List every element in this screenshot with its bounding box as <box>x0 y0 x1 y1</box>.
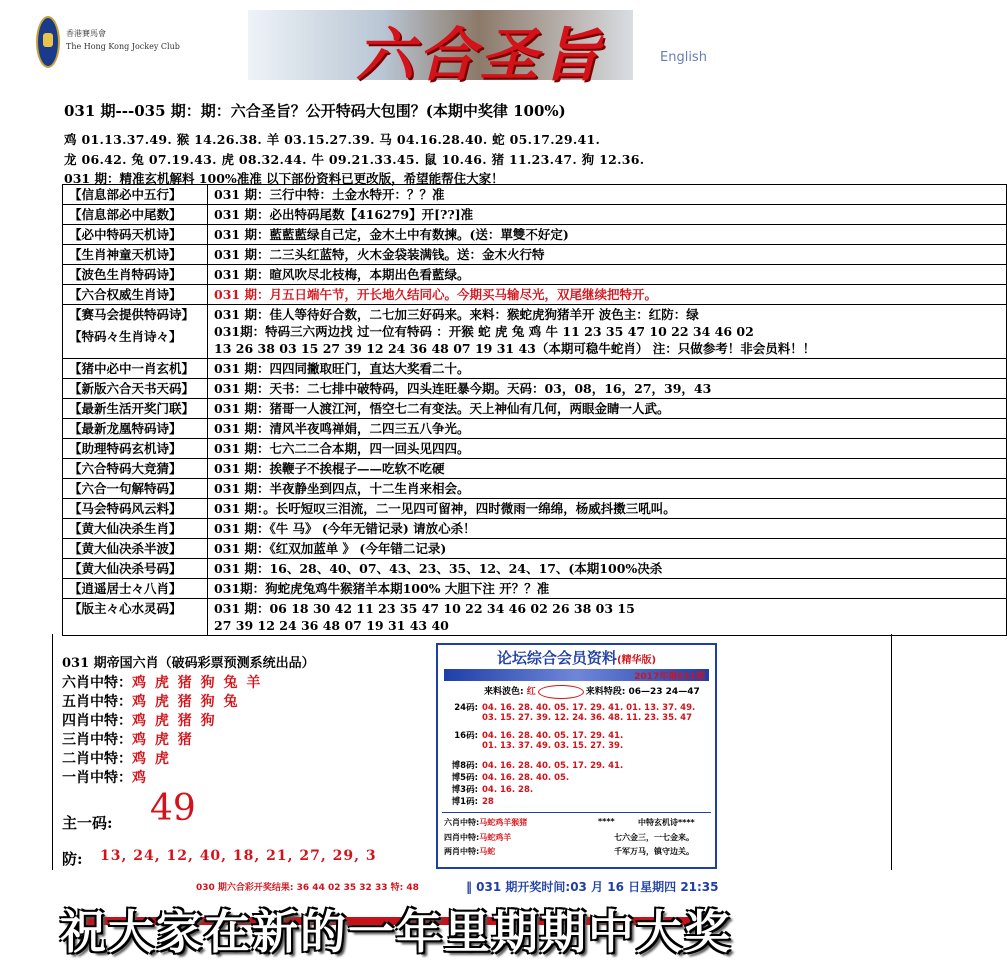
row-content-line: 031 期：清风半夜鸣禅娟，二四三五八争光。 <box>214 421 470 436</box>
defense-label: 防: <box>62 850 83 868</box>
row-content-cell <box>208 379 1007 399</box>
row-content-line: 031期：狗蛇虎兔鸡牛猴猪羊本期100% 大胆下注 开？？准 <box>214 581 550 596</box>
row-label: 【黄大仙决杀半波】 <box>69 541 182 556</box>
table-row <box>63 285 1007 305</box>
table-row <box>63 379 1007 399</box>
table-row <box>63 459 1007 479</box>
row-content-cell <box>208 285 1007 305</box>
row-content-line: 031 期：06 18 30 42 11 23 35 47 10 22 34 46 02 26 38 03 15 <box>214 601 635 616</box>
dynasty-row <box>62 748 171 768</box>
table-row <box>63 205 1007 225</box>
row-label-cell <box>63 185 208 205</box>
row-content-line: 031 期：《红双加蓝单 》 (今年错二记录) <box>214 541 447 556</box>
main-number-label: 主一码: <box>62 814 113 832</box>
forum-member-card[interactable] <box>436 643 717 869</box>
card-line-value: 01. 13. 37. 49. 03. 15. 27. 39. <box>482 741 624 751</box>
table-row <box>63 499 1007 519</box>
row-label: 【赛马会提供特码诗】 <box>69 307 195 322</box>
page-headline: 031 期---035 期：期：六合圣旨？公开特码大包围？(本期中奖律 100%) <box>64 102 566 120</box>
row-content-cell <box>208 459 1007 479</box>
dynasty-row <box>62 729 194 749</box>
row-label: 【六合特码大竞猜】 <box>69 461 182 476</box>
card-color-label: 来料波色: <box>484 687 527 697</box>
row-content-cell <box>208 419 1007 439</box>
row-label-cell <box>63 539 208 559</box>
dynasty-row-label: 五肖中特： <box>62 694 132 710</box>
row-label-cell <box>63 285 208 305</box>
card-line-value: 28 <box>482 797 494 807</box>
row-label-cell <box>63 359 208 379</box>
row-content-cell <box>208 399 1007 419</box>
row-label-cell <box>63 399 208 419</box>
zodiac-numbers-line-1: 鸡 01.13.37.49. 猴 14.26.38. 羊 03.15.27.39. 马 04.16.28.40. 蛇 05.17.29.41. <box>64 132 601 147</box>
row-label: 【猪中必中一肖玄机】 <box>69 361 195 376</box>
card-four-line <box>444 832 511 843</box>
last-draw-result: 030 期六合彩开奖结果: 36 44 02 35 32 33 特: 48 <box>196 883 419 893</box>
dynasty-row-value: 鸡 虎 猪 狗 兔 羊 <box>132 675 263 691</box>
row-label-cell <box>63 479 208 499</box>
row-label: 【波色生肖特码诗】 <box>69 267 182 282</box>
dynasty-row-value: 鸡 虎 猪 狗 <box>132 713 217 729</box>
row-label-cell <box>63 205 208 225</box>
card-separator <box>442 812 711 813</box>
intro-text: 031 期：精准玄机解料 100%准准 以下部份资料已更改版，希望能帮住大家！ <box>64 171 504 186</box>
row-label-cell <box>63 245 208 265</box>
card-color-red: 红 <box>526 687 536 697</box>
row-content-line: 031 期：天书：二七排中破特码，四头连旺暴今期。天码：03，08，16，27，39，43 <box>214 381 712 396</box>
row-content-cell <box>208 559 1007 579</box>
row-content-line: 031 期：四四同撇取旺门，直达大奖看二十。 <box>214 361 470 376</box>
row-content-cell <box>208 519 1007 539</box>
dynasty-row-value: 鸡 <box>132 770 148 786</box>
english-link[interactable]: English <box>660 50 707 65</box>
row-label: 【生肖神童天机诗】 <box>69 247 182 262</box>
dynasty-row <box>62 672 262 692</box>
card-stars: **** <box>598 817 615 826</box>
row-content-line: 031 期：暄风吹尽北枝梅，本期出色看藍绿。 <box>214 267 470 282</box>
table-row <box>63 599 1007 636</box>
card-number-line <box>448 759 623 771</box>
card-two-line <box>444 846 495 857</box>
table-row <box>63 225 1007 245</box>
table-row <box>63 579 1007 599</box>
card-line-value: 04. 16. 28. 40. 05. 17. 29. 41. <box>482 761 624 771</box>
card-two-value: 马蛇 <box>479 847 496 856</box>
row-label-cell <box>63 379 208 399</box>
card-number-line <box>448 783 533 795</box>
row-label-cell <box>63 459 208 479</box>
row-label-cell <box>63 499 208 519</box>
row-content-line: 031 期：必出特码尾数【416279】开[??]准 <box>214 207 474 222</box>
row-label: 【最新生活开奖门联】 <box>69 401 195 416</box>
row-content-line: 031 期：佳人等待好合数，二七加三好码来。来料：猴蛇虎狗猪羊开 波色主：红防：绿 <box>214 307 699 322</box>
card-six-value: 马蛇鸡羊猴猪 <box>479 818 528 827</box>
table-row <box>63 479 1007 499</box>
card-number-line <box>448 741 623 751</box>
dynasty-row-value: 鸡 虎 猪 <box>132 732 194 748</box>
card-subtitle: (精华版) <box>616 655 657 666</box>
banner-title: 六合圣旨 <box>355 21 604 89</box>
row-label: 【逍遥居士々八肖】 <box>69 581 182 596</box>
table-row <box>63 559 1007 579</box>
dynasty-row-label: 三肖中特： <box>62 732 132 748</box>
row-content-cell <box>208 225 1007 245</box>
logo-english-text: The Hong Kong Jockey Club <box>66 42 180 51</box>
card-line-key: 16码: <box>454 731 478 741</box>
row-content-line: 031 期：二三头红蓝特，火木金袋装满钱。送：金木火行特 <box>214 247 545 262</box>
row-label: 【信息部必中尾数】 <box>69 207 182 222</box>
row-label: 【最新龙凰特码诗】 <box>69 421 182 436</box>
card-special-title: 中特玄机诗**** <box>638 818 695 827</box>
table-row <box>63 399 1007 419</box>
jockey-club-emblem-icon <box>36 16 60 68</box>
row-content-cell <box>208 185 1007 205</box>
row-content-line: 031 期：。长吁短叹三泪流，二一见四可留神，四时微雨一绵绵，杨威抖擞三吼叫。 <box>214 501 676 516</box>
dynasty-row-label: 六肖中特： <box>62 675 132 691</box>
card-line-value: 04. 16. 28. <box>482 785 534 795</box>
prediction-table <box>62 184 1007 636</box>
table-row <box>63 539 1007 559</box>
row-content-cell <box>208 479 1007 499</box>
row-label-cell <box>63 579 208 599</box>
card-line-key: 博8码: <box>451 761 478 771</box>
row-content-cell <box>208 205 1007 225</box>
zodiac-numbers-line-2: 龙 06.42. 兔 07.19.43. 虎 08.32.44. 牛 09.21.33.45. 鼠 10.46. 猪 11.23.47. 狗 12.36. <box>64 152 645 167</box>
draw-time: ‖ 031 期开奖时间:03 月 16 日星期四 21:35 <box>466 880 719 894</box>
card-line-value: 04. 16. 28. 40. 05. 17. 29. 41. 01. 13. 37. 49. <box>482 703 696 713</box>
row-content-cell <box>208 539 1007 559</box>
row-label-cell <box>63 559 208 579</box>
row-label: 【信息部必中五行】 <box>69 187 182 202</box>
row-label-cell <box>63 439 208 459</box>
right-divider <box>891 634 892 870</box>
row-label: 【马会特码风云料】 <box>69 501 182 516</box>
row-content-line: 031 期：藍藍藍绿自己定，金木土中有数揀。(送：單雙不好定) <box>214 227 569 242</box>
row-label-cell <box>63 265 208 285</box>
main-number-value: 49 <box>150 788 196 829</box>
dynasty-six-title: 031 期帝国六肖（破码彩票预测系统出品） <box>62 656 315 671</box>
row-label: 【黄大仙决杀号码】 <box>69 561 182 576</box>
dynasty-row-label: 二肖中特： <box>62 751 132 767</box>
table-row <box>63 245 1007 265</box>
card-number-line <box>448 713 692 723</box>
row-label: 【黄大仙决杀生肖】 <box>69 521 182 536</box>
row-content-line: 031 期：《牛 马》 (今年无错记录) 请放心杀！ <box>214 521 476 536</box>
card-period: 2017年第031期 <box>634 672 705 682</box>
table-row <box>63 185 1007 205</box>
card-line-key: 博5码: <box>451 773 478 783</box>
card-six-line <box>444 817 527 828</box>
row-label: 【版主々心水灵码】 <box>69 601 182 616</box>
table-row <box>63 359 1007 379</box>
defense-numbers: 13, 24, 12, 40, 18, 21, 27, 29, 3 <box>100 848 377 864</box>
dynasty-row-label: 四肖中特： <box>62 713 132 729</box>
blessing-banner: 祝大家在新的一年里期期中大奖 <box>60 905 732 959</box>
row-label-cell <box>63 519 208 539</box>
row-content-line: 031 期：半夜静坐到四点，十二生肖来相会。 <box>214 481 470 496</box>
card-line-value: 03. 15. 27. 39. 12. 24. 36. 48. 11. 23. 35. 47 <box>482 713 693 723</box>
row-content-cell <box>208 265 1007 285</box>
dynasty-row-value: 鸡 虎 <box>132 751 171 767</box>
dynasty-row <box>62 710 217 730</box>
card-number-line <box>448 795 494 807</box>
card-four-value: 马蛇鸡羊 <box>479 833 512 842</box>
row-label: 【必中特码天机诗】 <box>69 227 182 242</box>
logo-chinese-text: 香港賽馬會 <box>66 29 106 38</box>
card-line-key: 24码: <box>454 703 478 713</box>
card-line-key: 博3码: <box>451 785 478 795</box>
row-label: 【六合权威生肖诗】 <box>69 287 182 302</box>
row-content-cell <box>208 599 1007 636</box>
table-row <box>63 265 1007 285</box>
card-line-value: 04. 16. 28. 40. 05. 17. 29. 41. <box>482 731 624 741</box>
row-label-cell <box>63 419 208 439</box>
card-number-line <box>448 729 623 741</box>
dynasty-row <box>62 767 148 787</box>
card-line-key: 博1码: <box>451 797 478 807</box>
row-content-line: 031 期：七六二二合本期，四一回头见四四。 <box>214 441 470 456</box>
row-content-cell <box>208 359 1007 379</box>
row-content-cell <box>208 499 1007 519</box>
card-number-line <box>448 701 695 713</box>
card-six-label: 六肖中特: <box>444 818 480 827</box>
card-title <box>438 647 715 668</box>
jockey-club-logo[interactable] <box>36 16 180 68</box>
card-line-value: 04. 16. 28. 40. 05. <box>482 773 570 783</box>
table-row <box>63 419 1007 439</box>
row-content-line: 031 期：三行中特：土金水特开：？？准 <box>214 187 445 202</box>
left-divider <box>52 634 53 870</box>
row-label: 【六合一句解特码】 <box>69 481 182 496</box>
card-number-line <box>448 771 569 783</box>
row-content-line: 031 期：月五日端午节，开长地久结同心。今期买马输尽光，双尾继续把特开。 <box>214 287 657 302</box>
row-content-line: 031 期：挨鞭子不挨棍子——吃软不吃硬 <box>214 461 445 476</box>
row-content-line: 27 39 12 24 36 48 07 19 31 43 40 <box>214 618 449 633</box>
row-label: 【助理特码玄机诗】 <box>69 441 182 456</box>
row-content-cell <box>208 305 1007 359</box>
row-content-line: 031 期：16、28、40、07、43、23、35、12、24、17、(本期100%决杀 <box>214 561 663 576</box>
dynasty-row <box>62 691 240 711</box>
row-content-cell <box>208 579 1007 599</box>
row-label: 【新版六合天书天码】 <box>69 381 195 396</box>
card-color-line <box>484 684 700 699</box>
circle-mark-icon <box>538 685 584 699</box>
dynasty-row-label: 一肖中特： <box>62 770 132 786</box>
card-poem-line-2: 千军万马，镇守边关。 <box>614 847 694 856</box>
card-four-label: 四肖中特: <box>444 833 480 842</box>
table-row <box>63 439 1007 459</box>
row-label-cell <box>63 599 208 636</box>
row-label-secondary: 【特码々生肖诗々】 <box>69 329 182 344</box>
row-content-cell <box>208 439 1007 459</box>
dynasty-row-value: 鸡 虎 猪 狗 兔 <box>132 694 240 710</box>
row-content-line: 13 26 38 03 15 27 39 12 24 36 48 07 19 31 43（本期可稳牛蛇肖） 注：只做参考！非会员料！！ <box>214 341 816 356</box>
table-row <box>63 519 1007 539</box>
row-label-cell <box>63 305 208 359</box>
card-segment-line: 来料特段: 06—23 24—47 <box>585 687 700 697</box>
row-content-line: 031 期：猪哥一人渡江河，悟空七二有变法。天上神仙有几何，两眼金睛一人武。 <box>214 401 670 416</box>
card-poem-line-1: 七六金三，一七金来。 <box>614 833 694 842</box>
row-label-cell <box>63 225 208 245</box>
row-content-line: 031期：特码三六两边找 过一位有特码 ：开猴 蛇 虎 兔 鸡 牛 11 23 35 47 10 22 34 46 02 <box>214 324 754 339</box>
table-row <box>63 305 1007 359</box>
card-title-text: 论坛综合会员资料 <box>496 649 617 667</box>
row-content-cell <box>208 245 1007 265</box>
card-two-label: 两肖中特: <box>444 847 480 856</box>
